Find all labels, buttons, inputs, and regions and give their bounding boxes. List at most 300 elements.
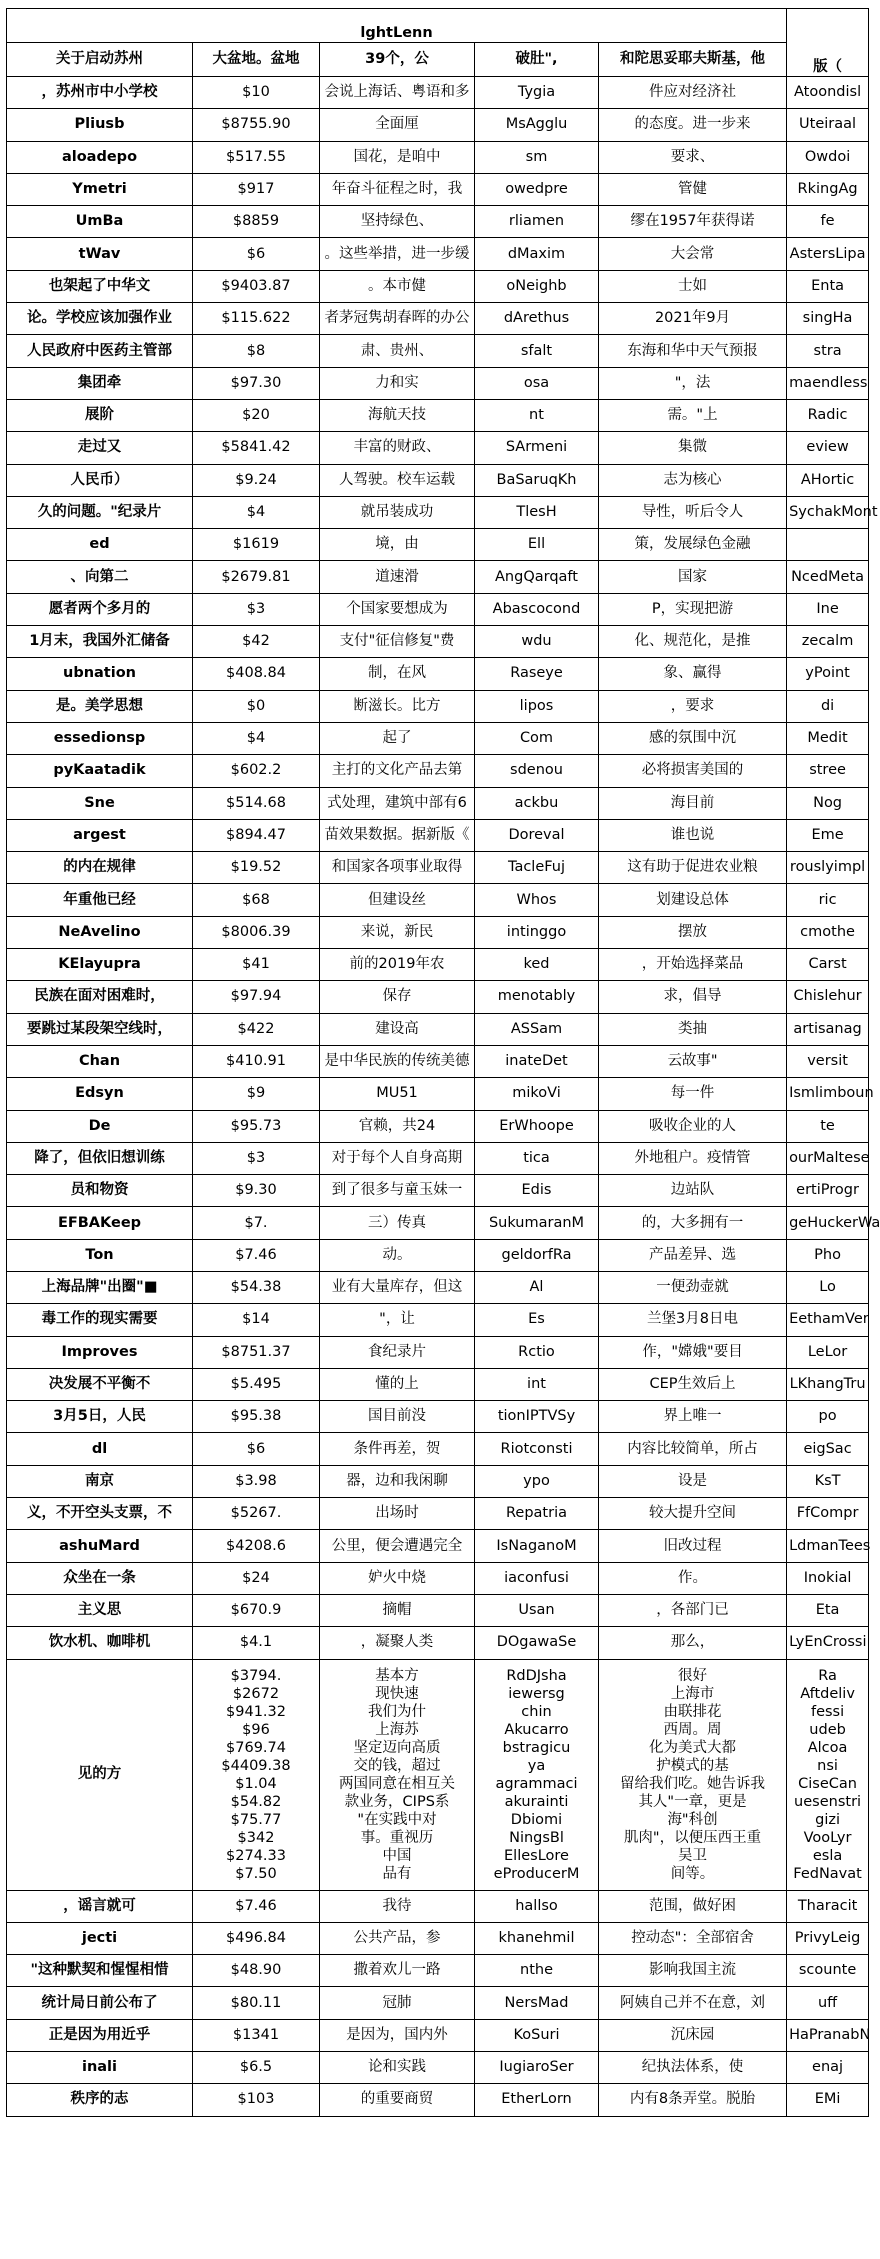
cell-col6: RkingAg xyxy=(787,173,869,205)
stack-line: bstragicu xyxy=(502,1739,571,1756)
cell-col5: 士如 xyxy=(599,270,787,302)
cell-col6: rouslyimpl xyxy=(787,852,869,884)
cell-col6: di xyxy=(787,690,869,722)
cell-col4: Edis xyxy=(475,1175,599,1207)
cell-col5: 云故事" xyxy=(599,1045,787,1077)
cell-col4: ASSam xyxy=(475,1013,599,1045)
stack-line: $3794. xyxy=(230,1667,282,1684)
cell-label: 愿者两个多月的 xyxy=(7,593,193,625)
cell-col3: 境，由 xyxy=(320,529,475,561)
stack-line: 上海市 xyxy=(670,1685,715,1702)
cell-col5: 产品差异、选 xyxy=(599,1239,787,1271)
stack-line: 由联排花 xyxy=(663,1703,722,1720)
cell-col5: 象、赢得 xyxy=(599,658,787,690)
cell-label: ，谣言就可 xyxy=(7,1890,193,1922)
cell-col3: 制，在风 xyxy=(320,658,475,690)
cell-col4: sfalt xyxy=(475,335,599,367)
table-row xyxy=(7,1207,869,1239)
cell-label: 人民币） xyxy=(7,464,193,496)
cell-col4: khanehmil xyxy=(475,1922,599,1954)
cell-col2: $14 xyxy=(193,1304,320,1336)
cell-col4: Raseye xyxy=(475,658,599,690)
cell-col2: $3 xyxy=(193,593,320,625)
cell-col4: ackbu xyxy=(475,787,599,819)
cell-col5: 东海和华中天气预报 xyxy=(599,335,787,367)
cell-label: 1月末，我国外汇储备 xyxy=(7,626,193,658)
header-col2: 大盆地。盆地 xyxy=(193,43,320,77)
cell-col2: $97.94 xyxy=(193,981,320,1013)
stack-line: VooLyr xyxy=(803,1829,852,1846)
stack-line: $2672 xyxy=(232,1685,280,1702)
stack-line: 现快速 xyxy=(375,1685,419,1702)
cell-col2: $24 xyxy=(193,1562,320,1594)
cell-col6: LeLor xyxy=(787,1336,869,1368)
cell-col5: 大会常 xyxy=(599,238,787,270)
cell-col3: 的重要商贸 xyxy=(320,2084,475,2116)
cell-col2: $422 xyxy=(193,1013,320,1045)
cell-label: 决发展不平衡不 xyxy=(7,1368,193,1400)
cell-label: EFBAKeep xyxy=(7,1207,193,1239)
cell-label: 论。学校应该加强作业 xyxy=(7,303,193,335)
cell-label: jecti xyxy=(7,1922,193,1954)
cell-col6: Chislehur xyxy=(787,981,869,1013)
cell-label: KElayupra xyxy=(7,949,193,981)
cell-col4: BaSaruqKh xyxy=(475,464,599,496)
cell-col2: $9.24 xyxy=(193,464,320,496)
cell-col5: 感的氛围中沉 xyxy=(599,722,787,754)
cell-col3: 妒火中烧 xyxy=(320,1562,475,1594)
cell-col5: ，开始选择菜品 xyxy=(599,949,787,981)
cell-col5: 2021年9月 xyxy=(599,303,787,335)
cell-col2: $917 xyxy=(193,173,320,205)
cell-col6: fe xyxy=(787,206,869,238)
stack-line: ya xyxy=(527,1757,546,1774)
table-row xyxy=(7,787,869,819)
cell-col3: 三）传真 xyxy=(320,1207,475,1239)
cell-label: 秩序的志 xyxy=(7,2084,193,2116)
cell-col2: $8755.90 xyxy=(193,109,320,141)
cell-col4: Riotconsti xyxy=(475,1433,599,1465)
cell-col3: 是中华民族的传统美德 xyxy=(320,1045,475,1077)
cell-col3: 和国家各项事业取得 xyxy=(320,852,475,884)
cell-col3: 冠肺 xyxy=(320,1987,475,2019)
stack-line: 坚定迈向高质 xyxy=(353,1739,441,1756)
cell-label: dl xyxy=(7,1433,193,1465)
cell-col2: $20 xyxy=(193,399,320,431)
cell-col2: $4 xyxy=(193,722,320,754)
cell-col4: Rctio xyxy=(475,1336,599,1368)
cell-col6: Enta xyxy=(787,270,869,302)
cell-label: inali xyxy=(7,2052,193,2084)
cell-col6: scounte xyxy=(787,1955,869,1987)
cell-col5: 作，"嫦娥"要目 xyxy=(599,1336,787,1368)
cell-col4: owedpre xyxy=(475,173,599,205)
cell-col2: $54.38 xyxy=(193,1271,320,1303)
cell-col5: 缪在1957年获得诺 xyxy=(599,206,787,238)
cell-col6: geHuckerWa xyxy=(787,1207,869,1239)
stack-line: udeb xyxy=(809,1721,846,1738)
cell-col4: nt xyxy=(475,399,599,431)
cell-col4: SArmeni xyxy=(475,432,599,464)
cell-col3: 我待 xyxy=(320,1890,475,1922)
cell-col2: $95.38 xyxy=(193,1401,320,1433)
table-body xyxy=(7,77,880,2117)
table-row xyxy=(7,77,869,109)
cell-col3: 肃、贵州、 xyxy=(320,335,475,367)
cell-col2: $6 xyxy=(193,1433,320,1465)
stack-line: RdDJsha xyxy=(506,1667,567,1684)
cell-col4: TlesH xyxy=(475,496,599,528)
cell-label: 、向第二 xyxy=(7,561,193,593)
stack-line: iewersg xyxy=(508,1685,565,1702)
cell-col5: 海目前 xyxy=(599,787,787,819)
cell-col2: $408.84 xyxy=(193,658,320,690)
stack-line: 品有 xyxy=(382,1865,412,1882)
cell-col6: AHortic xyxy=(787,464,869,496)
cell-col5: 较大提升空间 xyxy=(599,1498,787,1530)
cell-col2: $4 xyxy=(193,496,320,528)
table-row xyxy=(7,1239,869,1271)
cell-col6: versit xyxy=(787,1045,869,1077)
cell-col4: sdenou xyxy=(475,755,599,787)
cell-col4: DOgawaSe xyxy=(475,1627,599,1659)
cell-label: 义，不开空头支票，不 xyxy=(7,1498,193,1530)
table-row xyxy=(7,1562,869,1594)
cell-col5: 化、规范化，是推 xyxy=(599,626,787,658)
cell-col6: LyEnCrossi xyxy=(787,1627,869,1659)
cell-col6: EethamVer xyxy=(787,1304,869,1336)
cell-col5: 每一件 xyxy=(599,1078,787,1110)
stack-line: 事。重视历 xyxy=(360,1829,434,1846)
table-row xyxy=(7,270,869,302)
cell-stack-col4 xyxy=(475,1659,599,1890)
stack-line: 中国 xyxy=(382,1847,412,1864)
cell-col6: Ine xyxy=(787,593,869,625)
cell-col4: Abascocond xyxy=(475,593,599,625)
stack-line: esla xyxy=(812,1847,843,1864)
cell-label: Improves xyxy=(7,1336,193,1368)
cell-col5: 的态度。进一步来 xyxy=(599,109,787,141)
cell-label: 众坐在一条 xyxy=(7,1562,193,1594)
cell-label: 毒工作的现实需要 xyxy=(7,1304,193,1336)
table-row xyxy=(7,1368,869,1400)
cell-col2: $42 xyxy=(193,626,320,658)
cell-col4: tica xyxy=(475,1142,599,1174)
cell-col4: menotably xyxy=(475,981,599,1013)
stack-line: akurainti xyxy=(504,1793,569,1810)
cell-col5: 要求、 xyxy=(599,141,787,173)
table-row xyxy=(7,1078,869,1110)
cell-col3: 出场时 xyxy=(320,1498,475,1530)
table-row xyxy=(7,1433,869,1465)
cell-col4: KoSuri xyxy=(475,2019,599,2051)
cell-col2: $4208.6 xyxy=(193,1530,320,1562)
cell-col6: FfCompr xyxy=(787,1498,869,1530)
cell-label: 统计局日前公布了 xyxy=(7,1987,193,2019)
cell-stack-col2 xyxy=(193,1659,320,1890)
cell-col4: Com xyxy=(475,722,599,754)
cell-col3: 断滋长。比方 xyxy=(320,690,475,722)
cell-col6: Eta xyxy=(787,1594,869,1626)
cell-col5: 影响我国主流 xyxy=(599,1955,787,1987)
stack-line: eProducerM xyxy=(493,1865,580,1882)
cell-col6: singHa xyxy=(787,303,869,335)
cell-label: Chan xyxy=(7,1045,193,1077)
cell-label: De xyxy=(7,1110,193,1142)
cell-col5: 国家 xyxy=(599,561,787,593)
cell-col3: 到了很多与童玉妹一 xyxy=(320,1175,475,1207)
stack-line: 化为美式大都 xyxy=(649,1739,737,1756)
table-row xyxy=(7,496,869,528)
cell-col2: $894.47 xyxy=(193,819,320,851)
cell-col3: 但建设丝 xyxy=(320,884,475,916)
table-row xyxy=(7,2052,869,2084)
cell-col5: 志为核心 xyxy=(599,464,787,496)
cell-col4: mikoVi xyxy=(475,1078,599,1110)
table-row xyxy=(7,173,869,205)
table-row xyxy=(7,1465,869,1497)
cell-col2: $10 xyxy=(193,77,320,109)
cell-col6: Nog xyxy=(787,787,869,819)
cell-col6: Ismlimboun xyxy=(787,1078,869,1110)
cell-col3: 条件再差，贺 xyxy=(320,1433,475,1465)
cell-col5: 纪执法体系，使 xyxy=(599,2052,787,2084)
cell-label: Edsyn xyxy=(7,1078,193,1110)
cell-col6: enaj xyxy=(787,2052,869,2084)
cell-col2: $4.1 xyxy=(193,1627,320,1659)
cell-label: 上海品牌"出圈"■ xyxy=(7,1271,193,1303)
table-row xyxy=(7,1110,869,1142)
cell-col6: Uteiraal xyxy=(787,109,869,141)
cell-col4: NersMad xyxy=(475,1987,599,2019)
stack-line: agrammaci xyxy=(495,1775,578,1792)
cell-label: 展阶 xyxy=(7,399,193,431)
cell-label: 久的问题。"纪录片 xyxy=(7,496,193,528)
cell-col3: 懂的上 xyxy=(320,1368,475,1400)
cell-col6: yPoint xyxy=(787,658,869,690)
cell-label: ashuMard xyxy=(7,1530,193,1562)
cell-col5: 内容比较简单，所占 xyxy=(599,1433,787,1465)
cell-col6: Lo xyxy=(787,1271,869,1303)
cell-label: 年重他已经 xyxy=(7,884,193,916)
cell-col5: 一便劲壶就 xyxy=(599,1271,787,1303)
table-row xyxy=(7,1955,869,1987)
stack-line: gizi xyxy=(815,1811,840,1828)
cell-label: 主义思 xyxy=(7,1594,193,1626)
cell-col2: $103 xyxy=(193,2084,320,2116)
table-row xyxy=(7,626,869,658)
stack-line: 两国同意在相互关 xyxy=(339,1775,455,1792)
cell-col2: $8751.37 xyxy=(193,1336,320,1368)
cell-col4: nthe xyxy=(475,1955,599,1987)
stack-line: chin xyxy=(521,1703,552,1720)
cell-col5: 谁也说 xyxy=(599,819,787,851)
cell-col5: 这有助于促进农业粮 xyxy=(599,852,787,884)
table-row xyxy=(7,1045,869,1077)
header-col4: 破肚", xyxy=(475,43,599,77)
cell-col3: 人驾驶。校车运载 xyxy=(320,464,475,496)
cell-col6: Medit xyxy=(787,722,869,754)
cell-col3: ，凝聚人类 xyxy=(320,1627,475,1659)
cell-col5: 必将损害美国的 xyxy=(599,755,787,787)
cell-label: 3月5日，人民 xyxy=(7,1401,193,1433)
cell-col5: 阿姨自己并不在意，刘 xyxy=(599,1987,787,2019)
cell-col3: 建设高 xyxy=(320,1013,475,1045)
cell-col3: 业有大量库存，但这 xyxy=(320,1271,475,1303)
cell-col3: 动。 xyxy=(320,1239,475,1271)
cell-label: 饮水机、咖啡机 xyxy=(7,1627,193,1659)
cell-col2: $514.68 xyxy=(193,787,320,819)
cell-col6: te xyxy=(787,1110,869,1142)
table-header xyxy=(7,9,869,77)
header-top: lghtLenn xyxy=(7,9,787,43)
stack-line: 其人"一章，更是 xyxy=(638,1793,747,1810)
table-row xyxy=(7,916,869,948)
cell-col6: Eme xyxy=(787,819,869,851)
cell-label: ubnation xyxy=(7,658,193,690)
cell-col6: ertiProgr xyxy=(787,1175,869,1207)
table-row xyxy=(7,1013,869,1045)
stack-line: $1.04 xyxy=(235,1775,277,1792)
cell-label: pyKaatadik xyxy=(7,755,193,787)
cell-col5: 内有8条弄堂。脱胎 xyxy=(599,2084,787,2116)
cell-col6: ric xyxy=(787,884,869,916)
table-row xyxy=(7,658,869,690)
cell-col4: Ell xyxy=(475,529,599,561)
cell-col4: dMaxim xyxy=(475,238,599,270)
cell-label: aloadepo xyxy=(7,141,193,173)
table-row xyxy=(7,529,869,561)
table-row xyxy=(7,884,869,916)
cell-col5: 管健 xyxy=(599,173,787,205)
stack-line: 交的钱，超过 xyxy=(353,1757,441,1774)
cell-col3: 就吊装成功 xyxy=(320,496,475,528)
cell-col3: 。这些举措，进一步缓 xyxy=(320,238,475,270)
cell-col2: $410.91 xyxy=(193,1045,320,1077)
cell-label: 降了，但依旧想训练 xyxy=(7,1142,193,1174)
cell-col4: ked xyxy=(475,949,599,981)
cell-col2: $5841.42 xyxy=(193,432,320,464)
cell-col5: 划建设总体 xyxy=(599,884,787,916)
cell-col2: $97.30 xyxy=(193,367,320,399)
cell-col6: Pho xyxy=(787,1239,869,1271)
cell-col4: IugiaroSer xyxy=(475,2052,599,2084)
cell-col5: 的，大多拥有一 xyxy=(599,1207,787,1239)
cell-col2: $0 xyxy=(193,690,320,722)
cell-label: Ymetri xyxy=(7,173,193,205)
cell-col6: KsT xyxy=(787,1465,869,1497)
stack-line: nsi xyxy=(817,1757,838,1774)
cell-col5: 作。 xyxy=(599,1562,787,1594)
cell-col3: 支付"征信修复"费 xyxy=(320,626,475,658)
cell-label: 要跳过某段架空线时， xyxy=(7,1013,193,1045)
cell-col4: ErWhoope xyxy=(475,1110,599,1142)
header-col1: 关于启动苏州 xyxy=(7,43,193,77)
cell-col5: CEP生效后上 xyxy=(599,1368,787,1400)
cell-col6 xyxy=(787,529,869,561)
table-row xyxy=(7,1594,869,1626)
cell-col4: EtherLorn xyxy=(475,2084,599,2116)
cell-label: 也架起了中华文 xyxy=(7,270,193,302)
cell-col2: $95.73 xyxy=(193,1110,320,1142)
cell-label: 员和物资 xyxy=(7,1175,193,1207)
cell-stack-col3 xyxy=(320,1659,475,1890)
cell-col2: $496.84 xyxy=(193,1922,320,1954)
cell-col6: po xyxy=(787,1401,869,1433)
cell-col6: zecalm xyxy=(787,626,869,658)
cell-col3: 对于每个人自身高期 xyxy=(320,1142,475,1174)
cell-col6: Tharacit xyxy=(787,1890,869,1922)
cell-label: ed xyxy=(7,529,193,561)
cell-col5: 吸收企业的人 xyxy=(599,1110,787,1142)
cell-col4: intinggo xyxy=(475,916,599,948)
cell-col6: eigSac xyxy=(787,1433,869,1465)
cell-label: Pliusb xyxy=(7,109,193,141)
cell-col2: $115.622 xyxy=(193,303,320,335)
cell-col2: $19.52 xyxy=(193,852,320,884)
cell-col5: 沉床园 xyxy=(599,2019,787,2051)
cell-col2: $2679.81 xyxy=(193,561,320,593)
cell-label: "这种默契和惺惺相惜 xyxy=(7,1955,193,1987)
table-row xyxy=(7,981,869,1013)
cell-col3: 苗效果数据。据新版《 xyxy=(320,819,475,851)
cell-col3: 年奋斗征程之时，我 xyxy=(320,173,475,205)
cell-col3: 。本市健 xyxy=(320,270,475,302)
cell-label: 正是因为用近乎 xyxy=(7,2019,193,2051)
stack-line: $96 xyxy=(242,1721,270,1738)
table-row xyxy=(7,2084,869,2116)
cell-col6: HaPranabN xyxy=(787,2019,869,2051)
stack-line: $54.82 xyxy=(230,1793,282,1810)
cell-col2: $7.46 xyxy=(193,1239,320,1271)
cell-label: 民族在面对困难时， xyxy=(7,981,193,1013)
cell-col4: rliamen xyxy=(475,206,599,238)
cell-col5: 求，倡导 xyxy=(599,981,787,1013)
cell-col6: Atoondisl xyxy=(787,77,869,109)
cell-col6: Carst xyxy=(787,949,869,981)
cell-col4: ypo xyxy=(475,1465,599,1497)
table-row xyxy=(7,852,869,884)
table-row xyxy=(7,464,869,496)
cell-label: 集团牵 xyxy=(7,367,193,399)
table-row xyxy=(7,1304,869,1336)
cell-col5: 兰堡3月8日电 xyxy=(599,1304,787,1336)
table-row xyxy=(7,1271,869,1303)
table-row xyxy=(7,1401,869,1433)
table-row xyxy=(7,109,869,141)
cell-col2: $41 xyxy=(193,949,320,981)
cell-col6: NcedMeta xyxy=(787,561,869,593)
cell-col4: Whos xyxy=(475,884,599,916)
cell-col6: maendless xyxy=(787,367,869,399)
cell-col2: $670.9 xyxy=(193,1594,320,1626)
cell-col5: 旧改过程 xyxy=(599,1530,787,1562)
cell-col3: MU51 xyxy=(320,1078,475,1110)
cell-col3: 来说，新民 xyxy=(320,916,475,948)
stack-line: 上海苏 xyxy=(375,1721,419,1738)
cell-col4: Repatria xyxy=(475,1498,599,1530)
cell-col2: $3 xyxy=(193,1142,320,1174)
stack-line: 基本方 xyxy=(375,1667,419,1684)
stack-line: 留给我们吃。她告诉我 xyxy=(620,1775,766,1792)
cell-col5: ，各部门已 xyxy=(599,1594,787,1626)
table-row xyxy=(7,1498,869,1530)
cell-col3: "，让 xyxy=(320,1304,475,1336)
cell-col3: 全面厘 xyxy=(320,109,475,141)
stack-line: "在实践中对 xyxy=(357,1811,437,1828)
cell-col4: SukumaranM xyxy=(475,1207,599,1239)
cell-label: 的内在规律 xyxy=(7,852,193,884)
